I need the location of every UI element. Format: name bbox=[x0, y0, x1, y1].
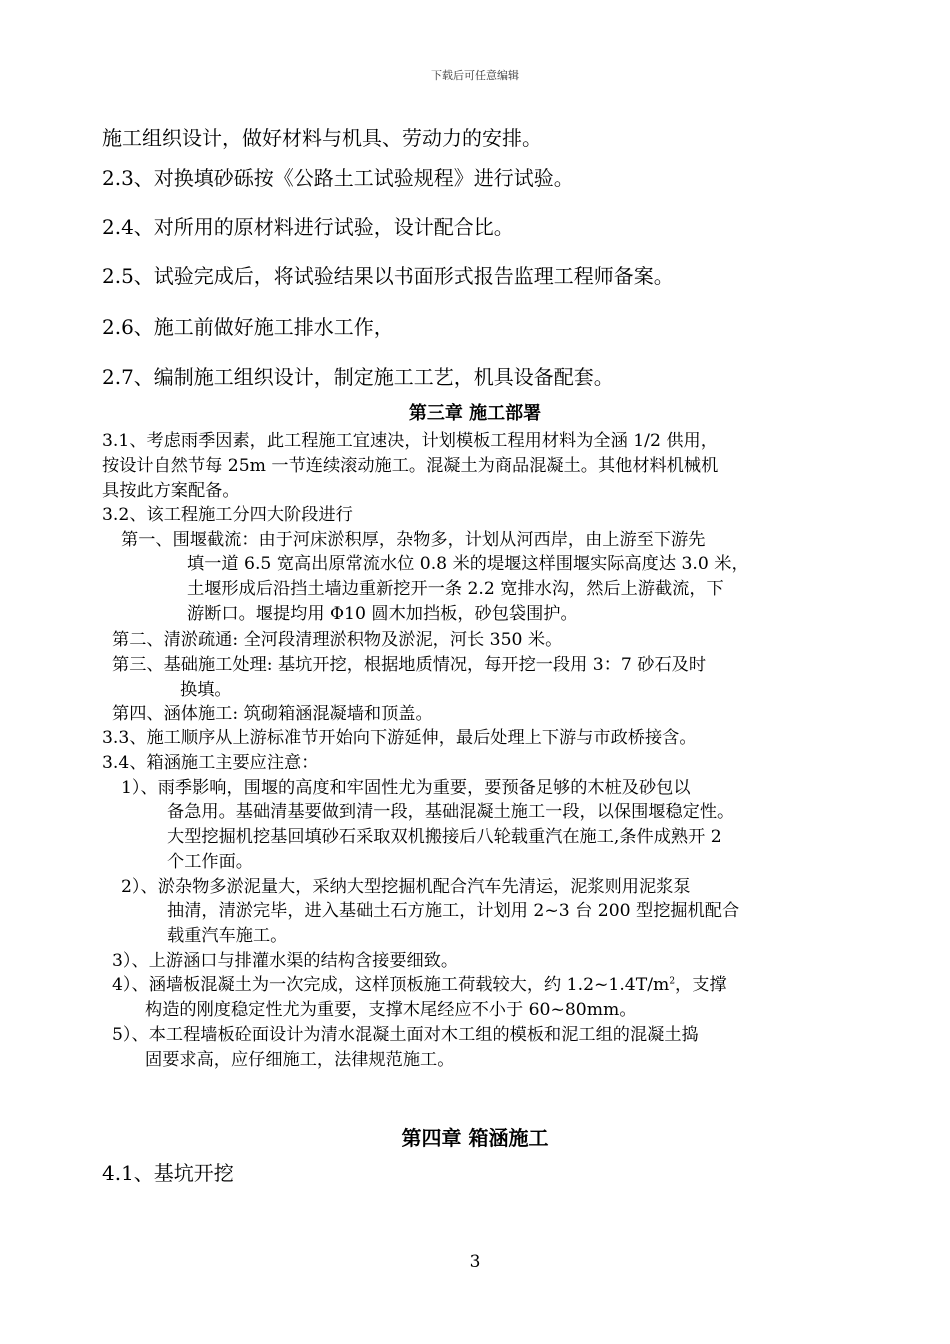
text-line: 第二、清淤疏通: 全河段清理淤积物及淤泥，河长 350 米。 bbox=[112, 630, 563, 650]
text-line: 3.4、箱涵施工主要应注意： bbox=[102, 753, 319, 773]
text-line: 具按此方案配备。 bbox=[102, 481, 240, 501]
text-line: 3.3、施工顺序从上游标准节开始向下游延伸，最后处理上下游与市政桥接含。 bbox=[102, 728, 697, 748]
text-line: 4.1、基坑开挖 bbox=[102, 1161, 234, 1185]
text-line: 大型挖掘机挖基回填砂石采取双机搬接后八轮载重汽在施工,条件成熟开 2 bbox=[167, 827, 722, 847]
text-line: 第三、基础施工处理: 基坑开挖，根据地质情况，每开挖一段用 3：7 砂石及时 bbox=[112, 655, 707, 675]
text-line: 2.4、对所用的原材料进行试验，设计配合比。 bbox=[102, 215, 514, 239]
text-line: 第四、涵体施工: 筑砌箱涵混凝墙和顶盖。 bbox=[112, 704, 433, 724]
text-line: 土堰形成后沿挡土墙边重新挖开一条 2.2 宽排水沟，然后上游截流，下 bbox=[187, 579, 724, 599]
text-line: 填一道 6.5 宽高出原常流水位 0.8 米的堤堰这样围堰实际高度达 3.0 米， bbox=[187, 554, 749, 574]
text-line: 抽清，清淤完毕，进入基础土石方施工，计划用 2~3 台 200 型挖掘机配合 bbox=[167, 901, 740, 921]
text-line: 3）、上游涵口与排灌水渠的结构含接要细致。 bbox=[112, 951, 459, 971]
page-header: 下载后可任意编辑 bbox=[431, 69, 519, 82]
text-line: 构造的刚度稳定性尤为重要，支撑木尾经应不小于 60~80mm。 bbox=[145, 1000, 637, 1020]
text-line: 3.1、考虑雨季因素，此工程施工宜速决，计划模板工程用材料为全涵 1/2 供用， bbox=[102, 431, 718, 451]
text-line: 载重汽车施工。 bbox=[167, 926, 288, 946]
text-line: 2.6、施工前做好施工排水工作， bbox=[102, 315, 394, 339]
text-line bbox=[112, 970, 727, 995]
chapter3-title: 第三章 施工部署 bbox=[408, 403, 542, 424]
text-line: 第一、围堰截流：由于河床淤积厚，杂物多，计划从河西岸，由上游至下游先 bbox=[121, 530, 706, 550]
text-line: 备急用。基础清基要做到清一段，基础混凝土施工一段，以保围堰稳定性。 bbox=[167, 802, 735, 822]
text-line: 2）、淤杂物多淤泥量大，采纳大型挖掘机配合汽车先清运，泥浆则用泥浆泵 bbox=[121, 877, 691, 897]
text-line: 按设计自然节每 25m 一节连续滚动施工。混凝土为商品混凝土。其他材料机械机 bbox=[102, 456, 719, 476]
text-line: 换填。 bbox=[180, 680, 232, 700]
superscript: 2 bbox=[669, 976, 676, 987]
chapter4-title: 第四章 箱涵施工 bbox=[401, 1126, 549, 1150]
text-line: 游断口。堰提均用 Φ10 圆木加挡板，砂包袋围护。 bbox=[187, 604, 578, 624]
text-line: 个工作面。 bbox=[167, 852, 253, 872]
text-line: 1）、雨季影响，围堰的高度和牢固性尤为重要，要预备足够的木桩及砂包以 bbox=[121, 778, 691, 798]
text-span: ，支撑 bbox=[675, 975, 727, 995]
text-line: 2.7、编制施工组织设计，制定施工工艺，机具设备配套。 bbox=[102, 365, 614, 389]
text-line: 2.3、对换填砂砾按《公路土工试验规程》进行试验。 bbox=[102, 166, 574, 190]
text-span: 4）、涵墙板混凝土为一次完成，这样顶板施工荷载较大，约 1.2~1.4T/m bbox=[112, 975, 670, 995]
text-line: 固要求高，应仔细施工，法律规范施工。 bbox=[145, 1050, 455, 1070]
text-line: 3.2、该工程施工分四大阶段进行 bbox=[102, 505, 353, 525]
text-line: 5）、本工程墙板砼面设计为清水混凝土面对木工组的模板和泥工组的混凝土捣 bbox=[112, 1025, 699, 1045]
text-line: 2.5、试验完成后，将试验结果以书面形式报告监理工程师备案。 bbox=[102, 264, 674, 288]
text-line: 施工组织设计，做好材料与机具、劳动力的安排。 bbox=[102, 126, 542, 150]
page-number: 3 bbox=[469, 1252, 481, 1272]
